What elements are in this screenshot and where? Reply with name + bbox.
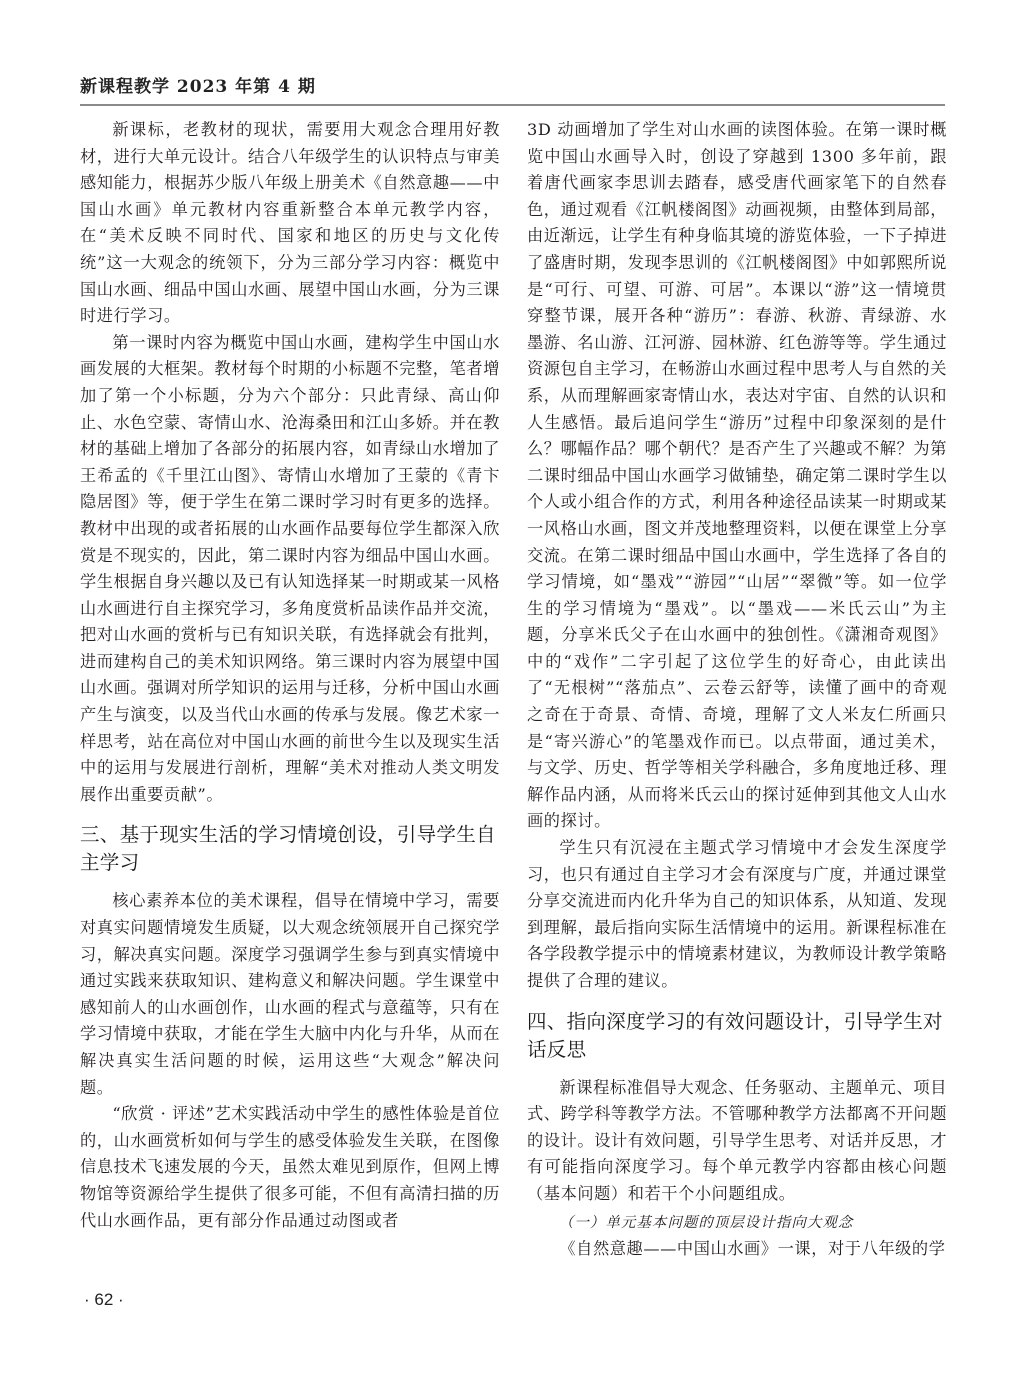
body-paragraph-continued: 3D 动画增加了学生对山水画的读图体验。在第一课时概览中国山水画导入时，创设了穿越到 1300 多年前，跟着唐代画家李思训去踏春，感受唐代画家笔下的自然春色，通过观看《江帆楼阁图》动画视频，由整体到局部，由近渐远，让学生有种身临其境的游览体验，一下子掉进了盛唐时期，发现李思训的《江帆楼阁图》中如郭熙所说是“可行、可望、可游、可居”。本课以“游”这一情境贯穿整节课，展开各种“游历”：春游、秋游、青绿游、水墨游、名山游、江河游、园林游、红色游等等。学生通过资源包自主学习，在畅游山水画过程中思考人与自然的关系，从而理解画家寄情山水，表达对宇宙、自然的认识和人生感悟。最后追问学生“游历”过程中印象深刻的是什么？哪幅作品？哪个朝代？是否产生了兴趣或不解？为第二课时细品中国山水画学习做铺垫，确定第二课时学生以个人或小组合作的方式，利用各种途径品读某一时期或某一风格山水画，图文并茂地整理资料，以便在课堂上分享交流。在第二课时细品中国山水画中，学生选择了各自的学习情境，如“墨戏”“游园”“山居”“翠微”等。如一位学生的学习情境为“墨戏”。以“墨戏——米氏云山”为主题，分享米氏父子在山水画中的独创性。《潇湘奇观图》中的“戏作”二字引起了这位学生的好奇心，由此读出了“无根树”“落茄点”、云卷云舒等，读懂了画中的奇观之奇在于奇景、奇情、奇境，理解了文人米友仁所画只是“寄兴游心”的笔墨戏作而已。以点带面，通过美术，与文学、历史、哲学等相关学科融合，多角度地迁移、理解作品内涵，从而将米氏云山的探讨延伸到其他文人山水画的探讨。: [527, 120, 947, 831]
page-number: · 62 ·: [84, 1290, 124, 1309]
body-paragraph: 学生只有沉浸在主题式学习情境中才会发生深度学习，也只有通过自主学习才会有深度与广度，并通过课堂分享交流进而内化升华为自己的知识体系，从知道、发现到理解，最后指向实际生活情境中的运用。新课程标准在各学段教学提示中的情境素材建议，为教师设计教学策略提供了合理的建议。: [527, 838, 947, 990]
body-paragraph: 核心素养本位的美术课程，倡导在情境中学习，需要对真实问题情境发生质疑，以大观念统领展开自己探究学习，解决真实问题。深度学习强调学生参与到真实情境中通过实践来获取知识、建构意义和解决问题。学生课堂中感知前人的山水画创作，山水画的程式与意蕴等，只有在学习情境中获取，才能在学生大脑中内化与升华，从而在解决真实生活问题的时候，运用这些“大观念”解决问题。: [80, 891, 500, 1097]
body-paragraph: 第一课时内容为概览中国山水画，建构学生中国山水画发展的大框架。教材每个时期的小标题不完整，笔者增加了第一个小标题，分为六个部分：只此青绿、高山仰止、水色空蒙、寄情山水、沧海桑田和江山多娇。并在教材的基础上增加了各部分的拓展内容，如青绿山水增加了王希孟的《千里江山图》、寄情山水增加了王蒙的《青卞隐居图》等，便于学生在第二课时学习时有更多的选择。教材中出现的或者拓展的山水画作品要每位学生都深入欣赏是不现实的，因此，第二课时内容为细品中国山水画。学生根据自身兴趣以及已有认知选择某一时期或某一风格山水画进行自主探究学习，多角度赏析品读作品并交流，把对山水画的赏析与已有知识关联，有选择就会有批判，进而建构自己的美术知识网络。第三课时内容为展望中国山水画。强调对所学知识的运用与迁移，分析中国山水画产生与演变，以及当代山水画的传承与发展。像艺术家一样思考，站在高位对中国山水画的前世今生以及现实生活中的运用与发展进行剖析，理解“美术对推动人类文明发展作出重要贡献”。: [80, 332, 500, 804]
header-divider: [80, 104, 945, 106]
left-column: [80, 117, 500, 1234]
section-heading-3: 三、基于现实生活的学习情境创设，引导学生自主学习: [80, 823, 496, 875]
subsection-heading: （一）单元基本问题的顶层设计指向大观念: [558, 1214, 854, 1231]
body-paragraph: 《自然意趣——中国山水画》一课，对于八年级的学: [559, 1239, 946, 1259]
section-heading-4: 四、指向深度学习的有效问题设计，引导学生对话反思: [527, 1009, 943, 1061]
body-paragraph: 新课标，老教材的现状，需要用大观念合理用好教材，进行大单元设计。结合八年级学生的认识特点与审美感知能力，根据苏少版八年级上册美术《自然意趣——中国山水画》单元教材内容重新整合本单元教学内容，在“美术反映不同时代、国家和地区的历史与文化传统”这一大观念的统领下，分为三部分学习内容：概览中国山水画、细品中国山水画、展望中国山水画，分为三课时进行学习。: [80, 120, 500, 326]
body-paragraph: 新课程标准倡导大观念、任务驱动、主题单元、项目式、跨学科等教学方法。不管哪种教学方法都离不开问题的设计。设计有效问题，引导学生思考、对话并反思，才有可能指向深度学习。每个单元教学内容都由核心问题（基本问题）和若干个小问题组成。: [527, 1077, 947, 1203]
running-header: [80, 72, 945, 97]
right-column: [527, 117, 947, 1263]
journal-title: 新课程教学 2023 年第 4 期: [80, 77, 316, 97]
body-paragraph: “欣赏 · 评述”艺术实践活动中学生的感性体验是首位的，山水画赏析如何与学生的感受体验发生关联，在图像信息技术飞速发展的今天，虽然太难见到原作，但网上博物馆等资源给学生提供了很多可能，不但有高清扫描的历代山水画作品，更有部分作品通过动图或者: [80, 1104, 500, 1230]
